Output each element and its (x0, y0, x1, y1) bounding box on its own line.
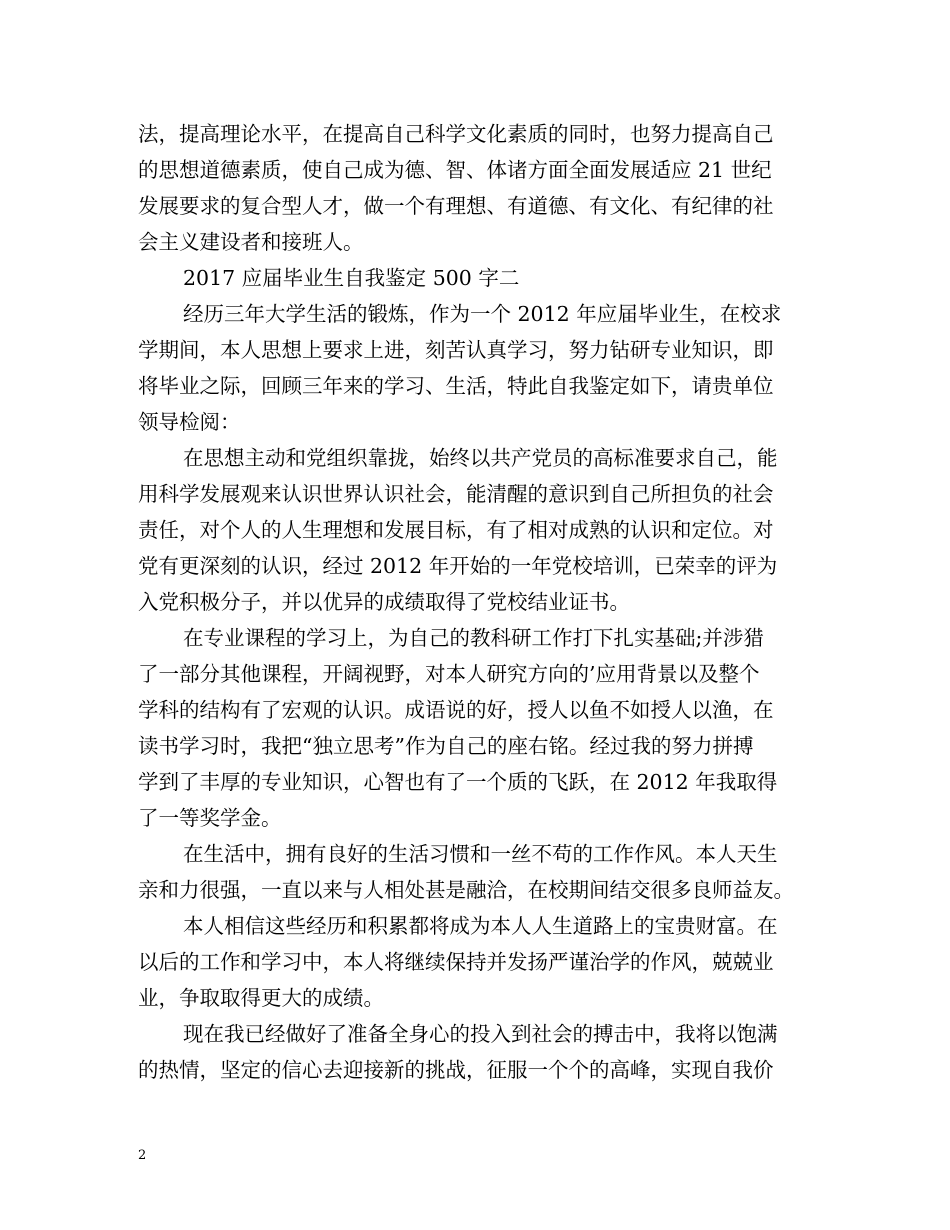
text-line: 亲和力很强，一直以来与人相处甚是融洽，在校期间结交很多良师益友。 (138, 878, 794, 902)
text-line: 用科学发展观来认识世界认识社会，能清醒的意识到自己所担负的社会 (138, 482, 774, 506)
text-line: 在生活中，拥有良好的生活习惯和一丝不苟的工作作风。本人天生 (183, 842, 778, 866)
text-line: 了一部分其他课程，开阔视野，对本人研究方向的’应用背景以及整个 (138, 662, 760, 686)
text-line: 党有更深刻的认识，经过 2012 年开始的一年党校培训，已荣幸的评为 (138, 554, 778, 578)
text-line: 将毕业之际，回顾三年来的学习、生活，特此自我鉴定如下，请贵单位 (138, 374, 774, 398)
text-line: 入党积极分子，并以优异的成绩取得了党校结业证书。 (138, 590, 630, 614)
text-line: 在专业课程的学习上，为自己的教科研工作打下扎实基础;并涉猎 (183, 626, 764, 650)
text-line: 读书学习时，我把“独立思考”作为自己的座右铭。经过我的努力拼搏 (138, 734, 754, 758)
text-line: 会主义建设者和接班人。 (138, 230, 364, 254)
text-line: 在思想主动和党组织靠拢，始终以共产党员的高标准要求自己，能 (183, 446, 778, 470)
page-number: 2 (138, 1148, 147, 1163)
text-line: 了一等奖学金。 (138, 806, 282, 830)
text-line: 发展要求的复合型人才，做一个有理想、有道德、有文化、有纪律的社 (138, 194, 774, 218)
text-line: 本人相信这些经历和积累都将成为本人人生道路上的宝贵财富。在 (183, 914, 778, 938)
text-line: 学期间，本人思想上要求上进，刻苦认真学习，努力钻研专业知识，即 (138, 338, 774, 362)
text-line: 业，争取取得更大的成绩。 (138, 986, 384, 1010)
text-line: 的热情，坚定的信心去迎接新的挑战，征服一个个的高峰，实现自我价 (138, 1058, 774, 1082)
text-line: 责任，对个人的人生理想和发展目标，有了相对成熟的认识和定位。对 (138, 518, 774, 542)
text-line: 经历三年大学生活的锻炼，作为一个 2012 年应届毕业生，在校求 (183, 302, 782, 326)
text-line: 学到了丰厚的专业知识，心智也有了一个质的飞跃，在 2012 年我取得 (138, 770, 778, 794)
text-line: 领导检阅： (138, 410, 241, 434)
text-line: 学科的结构有了宏观的认识。成语说的好，授人以鱼不如授人以渔，在 (138, 698, 774, 722)
text-line: 现在我已经做好了准备全身心的投入到社会的搏击中，我将以饱满 (183, 1022, 778, 1046)
section-heading: 2017 应届毕业生自我鉴定 500 字二 (183, 266, 520, 290)
text-line: 以后的工作和学习中，本人将继续保持并发扬严谨治学的作风，兢兢业 (138, 950, 774, 974)
text-line: 法，提高理论水平，在提高自己科学文化素质的同时，也努力提高自己 (138, 122, 774, 146)
text-line: 的思想道德素质，使自己成为德、智、体诸方面全面发展适应 21 世纪 (138, 158, 772, 182)
